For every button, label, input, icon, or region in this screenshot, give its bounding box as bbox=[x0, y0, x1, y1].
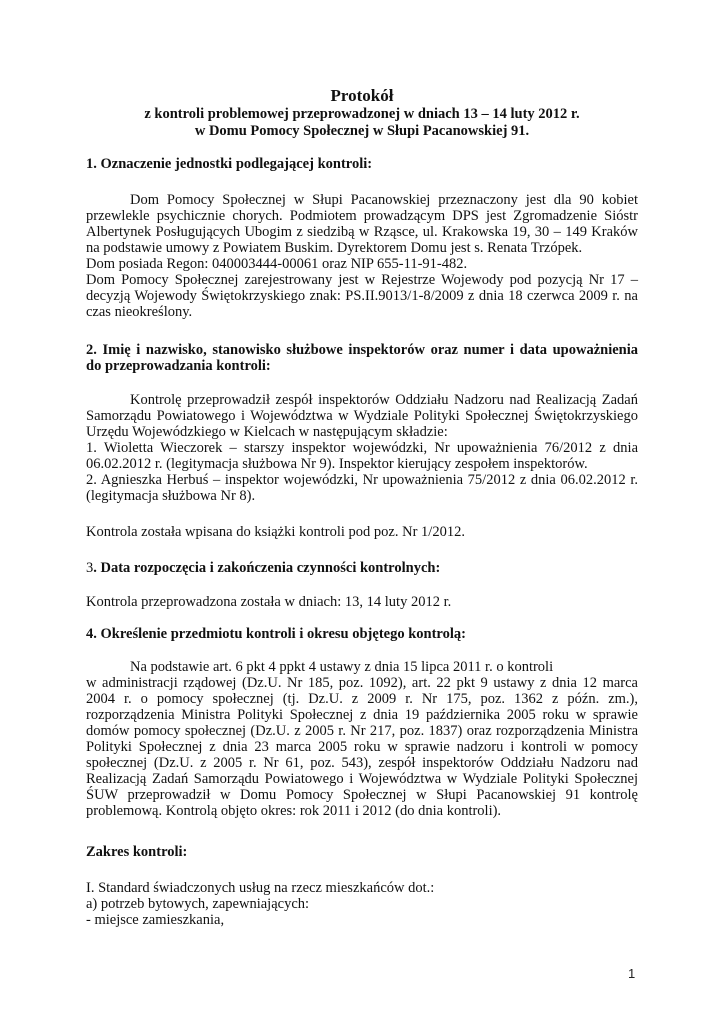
section-3-heading-text: . Data rozpoczęcia i zakończenia czynności kontrolnych: bbox=[93, 560, 441, 576]
section-2-heading-line-1: 2. Imię i nazwisko, stanowisko służbowe inspektorów oraz numer i data upoważnienia bbox=[86, 342, 638, 358]
section-2-line: Urzędu Wojewódzkiego w Kielcach w następującym składzie: bbox=[86, 424, 448, 440]
section-1-line: na podstawie umowy z Powiatem Buskim. Dyrektorem Domu jest s. Renata Trzópek. bbox=[86, 240, 583, 256]
section-4-line: Realizacją Zadań Samorządu Powiatowego i Województwa w Wydziale Polityki Społecznej bbox=[86, 771, 638, 787]
section-1-line: Dom Pomocy Społecznej zarejestrowany jest w Rejestrze Wojewody pod pozycją Nr 17 – bbox=[86, 272, 638, 288]
section-3-text: Kontrola przeprowadzona została w dniach: 13, 14 luty 2012 r. bbox=[86, 594, 452, 610]
document-title: Protokół bbox=[330, 86, 394, 105]
document-subtitle-line-2: w Domu Pomocy Społecznej w Słupi Pacanowskiej 91. bbox=[194, 123, 530, 139]
section-4-line: ŚUW przeprowadził w Domu Pomocy Społecznej w Słupi Pacanowskiej 91 kontrolę bbox=[86, 787, 638, 803]
document-subtitle-line-1: z kontroli problemowej przeprowadzonej w dniach 13 – 14 luty 2012 r. bbox=[144, 106, 580, 122]
section-4-line: w administracji rządowej (Dz.U. Nr 185, poz. 1092), art. 22 pkt 9 ustawy z dnia 12 marca bbox=[86, 675, 638, 691]
section-4-line: domów pomocy społecznej (Dz.U. z 2005 r. Nr 217, poz. 1837) oraz rozporządzenia Ministra bbox=[86, 723, 638, 739]
section-3-heading bbox=[86, 561, 638, 577]
page-number: 1 bbox=[628, 966, 636, 981]
section-1-line: Dom posiada Regon: 040003444-00061 oraz NIP 655-11-91-482. bbox=[86, 256, 468, 272]
scope-heading: Zakres kontroli: bbox=[86, 844, 188, 860]
section-4-line: rozporządzenia Ministra Polityki Społecznej z dnia 19 października 2005 roku w sprawie bbox=[86, 707, 638, 723]
section-2-line: 2. Agnieszka Herbuś – inspektor wojewódzki, Nr upoważnienia 75/2012 z dnia 06.02.2012 r. bbox=[86, 472, 638, 488]
section-4-line: 2004 r. o pomocy społecznej (tj. Dz.U. z 2009 r. Nr 175, poz. 1362 z późn. zm.), bbox=[86, 691, 638, 707]
section-1-line: przewlekle psychicznie chorych. Podmiotem prowadzącym DPS jest Zgromadzenie Sióstr bbox=[86, 208, 638, 224]
section-2-heading-line-2: do przeprowadzania kontroli: bbox=[86, 358, 271, 374]
section-2-line: 06.02.2012 r. (legitymacja służbowa Nr 9). Inspektor kierujący zespołem inspektorów. bbox=[86, 456, 588, 472]
section-2-line: (legitymacja służbowa Nr 8). bbox=[86, 488, 256, 504]
section-2-line: Kontrolę przeprowadził zespół inspektorów Oddziału Nadzoru nad Realizacją Zadań bbox=[130, 392, 638, 408]
section-1-line: Albertynek Posługujących Ubogim z siedzibą w Rząsce, ul. Krakowska 19, 30 – 149 Kraków bbox=[86, 224, 638, 240]
section-4-line: Polityki Społecznej z dnia 23 marca 2005 roku w sprawie nadzoru i kontroli w pomocy bbox=[86, 739, 638, 755]
scope-line: I. Standard świadczonych usług na rzecz mieszkańców dot.: bbox=[86, 880, 435, 896]
section-1-line: decyzją Wojewody Świętokrzyskiego znak: PS.II.9013/1-8/2009 z dnia 18 czerwca 2009 r. na bbox=[86, 288, 638, 304]
section-4-line: społecznej (Dz.U. z 2005 r. Nr 61, poz. 543), zespół inspektorów Oddziału Nadzoru nad bbox=[86, 755, 638, 771]
section-1-line: czas nieokreślony. bbox=[86, 304, 193, 320]
section-2-note: Kontrola została wpisana do książki kontroli pod poz. Nr 1/2012. bbox=[86, 524, 465, 540]
scope-line: - miejsce zamieszkania, bbox=[86, 912, 225, 928]
section-2-line: 1. Wioletta Wieczorek – starszy inspektor wojewódzki, Nr upoważnienia 76/2012 z dnia bbox=[86, 440, 638, 456]
scope-line: a) potrzeb bytowych, zapewniających: bbox=[86, 896, 310, 912]
section-2-line: Samorządu Powiatowego i Województwa w Wydziale Polityki Społecznej Świętokrzyskiego bbox=[86, 408, 638, 424]
section-4-line: Na podstawie art. 6 pkt 4 ppkt 4 ustawy z dnia 15 lipca 2011 r. o kontroli bbox=[130, 659, 554, 675]
section-4-line: problemową. Kontrolą objęto okres: rok 2011 i 2012 (do dnia kontroli). bbox=[86, 803, 502, 819]
section-3-number: 3 bbox=[86, 560, 94, 576]
section-4-heading: 4. Określenie przedmiotu kontroli i okresu objętego kontrolą: bbox=[86, 626, 466, 642]
section-1-heading: 1. Oznaczenie jednostki podlegającej kontroli: bbox=[86, 156, 373, 172]
section-1-line: Dom Pomocy Społecznej w Słupi Pacanowskiej przeznaczony jest dla 90 kobiet bbox=[130, 192, 638, 208]
